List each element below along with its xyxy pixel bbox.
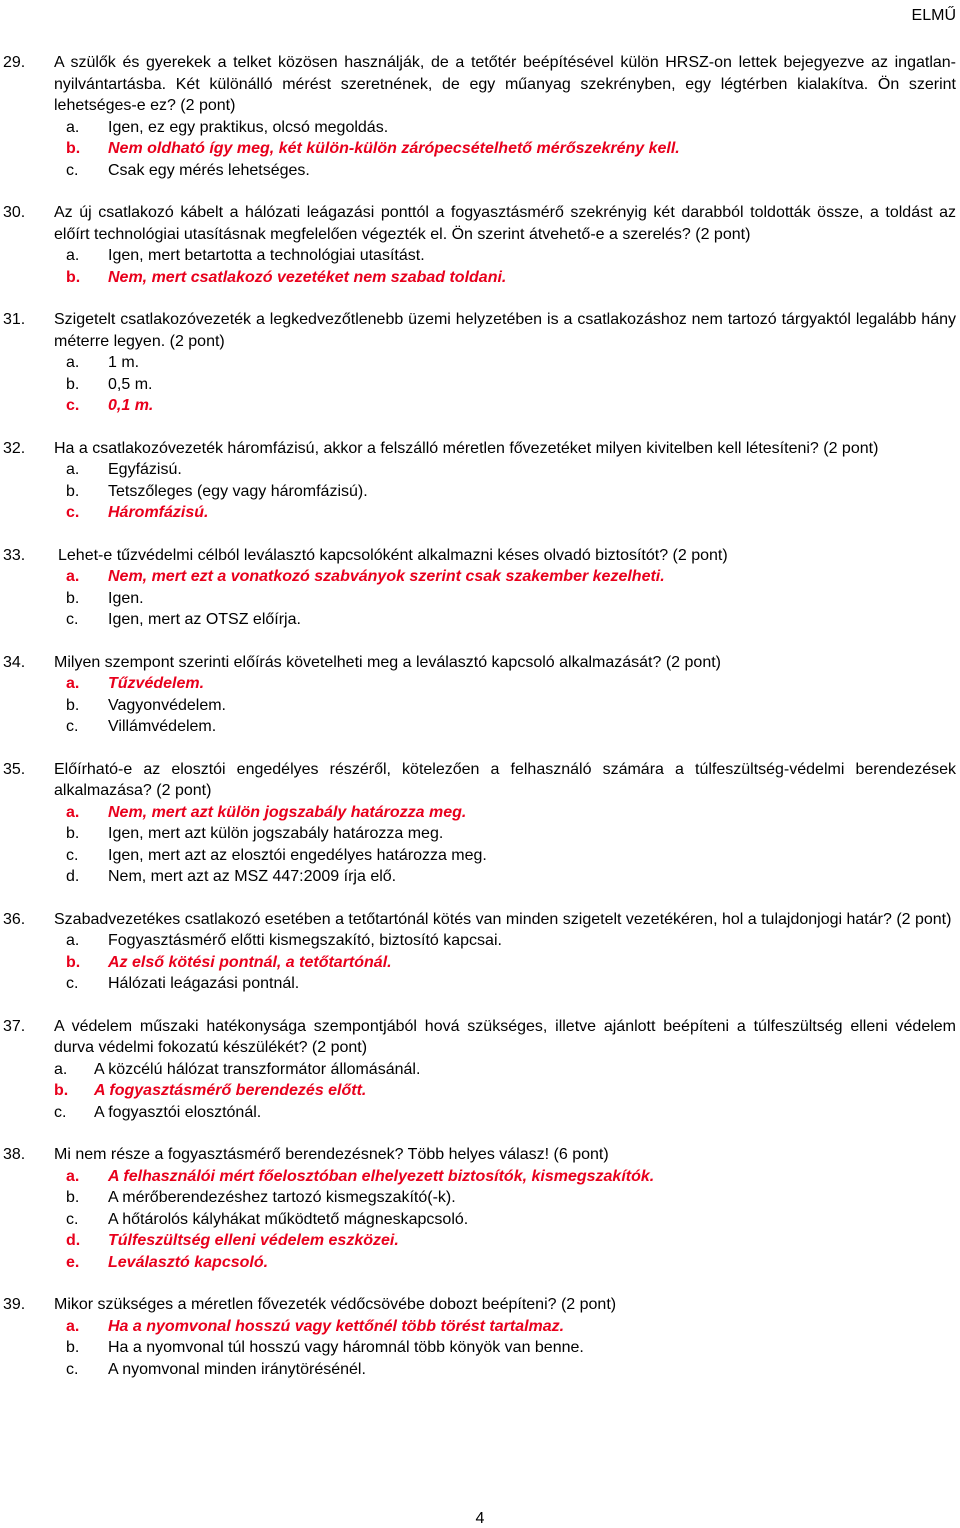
correct-answer-option [66, 502, 960, 524]
option-label: b. [66, 1189, 80, 1206]
option-label: b. [66, 375, 80, 393]
answer-option [54, 1059, 960, 1081]
question-text: Mi nem része a fogyasztásmérő berendezésnek? Több helyes válasz! (6 pont) [54, 1146, 609, 1163]
option-text: Túlfeszültség elleni védelem eszközei. [108, 1232, 399, 1249]
option-text: Leválasztó kapcsoló. [108, 1253, 269, 1271]
answer-option [66, 973, 960, 995]
correct-answer-option [66, 138, 960, 160]
answer-option [66, 866, 960, 888]
correct-answer-option [66, 952, 960, 974]
document-header: ELMŰ [911, 7, 956, 24]
option-text: Igen. [108, 589, 144, 607]
option-label: c. [66, 1210, 79, 1228]
option-label: b. [66, 140, 81, 157]
question-number: 34. [3, 653, 26, 671]
option-text: A nyomvonal minden iránytörésénél. [108, 1360, 366, 1378]
question-text: Az új csatlakozó kábelt a hálózati leágazási ponttól a fogyasztásmérő szekrényig két darabból toldották össze, a toldást az előírt technológiai utasításnak megfelelően végezték el. Ön szerint átvehető-e a szerelés? (2 pont) [54, 204, 956, 243]
question-text: Mikor szükséges a méretlen fővezeték védőcsövébe dobozt beépíteni? (2 pont) [54, 1296, 617, 1313]
answer-option [66, 160, 960, 182]
option-text: Igen, mert az OTSZ előírja. [108, 611, 301, 628]
option-label: a. [54, 1060, 68, 1078]
option-label: b. [54, 1082, 69, 1099]
option-text: A fogyasztásmérő berendezés előtt. [94, 1082, 367, 1099]
option-text: Fogyasztásmérő előtti kismegszakító, biztosító kapcsai. [108, 932, 502, 949]
option-label: b. [66, 482, 80, 500]
question-list [0, 52, 960, 1401]
answer-option [66, 609, 960, 631]
option-text: Az első kötési pontnál, a tetőtartónál. [108, 953, 392, 971]
question-text: Előírható-e az elosztói engedélyes részéről, kötelezően a felhasználó számára a túlfeszültség-védelmi berendezések alkalmazása? (2 pont) [54, 760, 956, 799]
answer-option [54, 1102, 960, 1124]
option-text: Nem oldható így meg, két külön-külön zárópecsételhető mérőszekrény kell. [108, 140, 680, 157]
answer-option [66, 1337, 960, 1359]
answer-option [66, 352, 960, 374]
option-text: A hőtárolós kályhákat működtető mágneskapcsoló. [108, 1210, 469, 1228]
option-label: a. [66, 568, 80, 585]
option-label: b. [66, 1339, 80, 1356]
question-36 [0, 909, 960, 995]
correct-answer-option [66, 1166, 960, 1188]
answer-option [66, 823, 960, 845]
option-text: Igen, mert azt az elosztói engedélyes határozza meg. [108, 846, 487, 864]
answer-option [66, 716, 960, 738]
answer-option [66, 374, 960, 396]
option-label: a. [66, 932, 80, 949]
answer-option [66, 117, 960, 139]
question-32 [0, 438, 960, 524]
question-number: 32. [3, 439, 26, 457]
question-number: 38. [3, 1146, 26, 1163]
question-text: Lehet-e tűzvédelmi célból leválasztó kapcsolóként alkalmazni késes olvadó biztosítót? (2 pont) [58, 546, 728, 564]
option-label: c. [66, 504, 80, 521]
option-label: c. [66, 846, 79, 864]
correct-answer-option [66, 1316, 960, 1338]
option-text: Igen, mert betartotta a technológiai utasítást. [108, 247, 425, 264]
option-text: 0,5 m. [108, 375, 153, 393]
question-number: 29. [3, 54, 26, 71]
question-text: A szülők és gyerekek a telket közösen használják, de a tetőtér beépítésével külön HRSZ-on lettek bejegyezve az ingatlan-nyilvántartásba. Két különálló mérést szeretnének, de egy műanyag szekrényben, egy légtérben kialakítva. Ön szerint lehetséges-e ez? (2 pont) [54, 54, 956, 114]
question-text: Szigetelt csatlakozóvezeték a legkedvezőtlenebb üzemi helyzetében is a csatlakozáshoz nem tartozó tárgyaktól legalább hány méterre legyen. (2 pont) [54, 311, 956, 350]
correct-answer-option [54, 1080, 960, 1102]
answer-option [66, 930, 960, 952]
question-text: Milyen szempont szerinti előírás követelheti meg a leválasztó kapcsoló alkalmazását? (2 pont) [54, 653, 721, 671]
option-label: c. [66, 975, 79, 992]
question-39 [0, 1294, 960, 1380]
question-number: 31. [3, 311, 26, 328]
option-text: A fogyasztói elosztónál. [94, 1103, 262, 1121]
question-34 [0, 652, 960, 738]
question-number: 35. [3, 760, 26, 778]
correct-answer-option [66, 802, 960, 824]
option-text: Igen, mert azt külön jogszabály határozza meg. [108, 825, 444, 842]
answer-option [66, 1187, 960, 1209]
page-number: 4 [475, 1510, 485, 1527]
option-label: b. [66, 268, 81, 286]
answer-option [66, 588, 960, 610]
question-number: 39. [3, 1296, 26, 1313]
option-text: A mérőberendezéshez tartozó kismegszakító(-k). [108, 1189, 456, 1206]
option-label: b. [66, 696, 80, 714]
option-text: Csak egy mérés lehetséges. [108, 161, 310, 179]
option-text: Hálózati leágazási pontnál. [108, 975, 300, 992]
answer-option [66, 1209, 960, 1231]
question-number: 37. [3, 1017, 26, 1035]
question-31 [0, 309, 960, 417]
option-text: Nem, mert csatlakozó vezetéket nem szabad toldani. [108, 268, 507, 286]
option-label: e. [66, 1253, 80, 1271]
option-label: a. [66, 118, 80, 136]
option-text: Vagyonvédelem. [108, 696, 226, 714]
option-label: d. [66, 1232, 81, 1249]
correct-answer-option [66, 267, 960, 289]
option-text: Villámvédelem. [108, 718, 217, 735]
option-text: Nem, mert ezt a vonatkozó szabványok szerint csak szakember kezelheti. [108, 568, 665, 585]
option-text: Háromfázisú. [108, 504, 209, 521]
option-label: a. [66, 1317, 80, 1335]
option-text: Ha a nyomvonal hosszú vagy kettőnél több törést tartalmaz. [108, 1317, 565, 1335]
correct-answer-option [66, 395, 960, 417]
option-text: Ha a nyomvonal túl hosszú vagy háromnál több könyök van benne. [108, 1339, 584, 1356]
answer-option [66, 695, 960, 717]
option-label: c. [66, 718, 79, 735]
question-number: 33. [3, 546, 26, 564]
answer-option [66, 1359, 960, 1381]
option-text: Egyfázisú. [108, 461, 182, 478]
option-text: Tűzvédelem. [108, 675, 205, 692]
question-number: 30. [3, 204, 26, 221]
option-label: b. [66, 589, 80, 607]
question-number: 36. [3, 910, 26, 928]
option-label: a. [66, 247, 80, 264]
question-text: Szabadvezetékes csatlakozó esetében a tetőtartónál kötés van minden szigetelt vezetékéren, hol a tulajdonjogi határ? (2 pont) [54, 910, 952, 928]
answer-option [66, 481, 960, 503]
option-label: c. [66, 397, 80, 414]
answer-option [66, 845, 960, 867]
question-38 [0, 1144, 960, 1273]
option-label: a. [66, 461, 80, 478]
answer-option [66, 245, 960, 267]
option-label: c. [66, 1360, 79, 1378]
question-text: A védelem műszaki hatékonysága szempontjából hová szükséges, illetve ajánlott beépíteni a túlfeszültség elleni védelem durva védelmi fokozatú készülékét? (2 pont) [54, 1017, 956, 1056]
option-label: a. [66, 1167, 80, 1185]
option-label: c. [66, 611, 79, 628]
option-label: a. [66, 675, 80, 692]
question-33 [0, 545, 960, 631]
question-29 [0, 52, 960, 181]
option-label: a. [66, 803, 80, 821]
option-text: 0,1 m. [108, 397, 154, 414]
option-text: 1 m. [108, 354, 140, 371]
correct-answer-option [66, 673, 960, 695]
question-35 [0, 759, 960, 888]
correct-answer-option [66, 566, 960, 588]
question-30 [0, 202, 960, 288]
question-37 [0, 1016, 960, 1124]
correct-answer-option [66, 1252, 960, 1274]
option-label: c. [66, 161, 79, 179]
option-text: Nem, mert azt az MSZ 447:2009 írja elő. [108, 868, 397, 885]
option-label: c. [54, 1103, 67, 1121]
option-text: Nem, mert azt külön jogszabály határozza meg. [108, 803, 467, 821]
answer-option [66, 459, 960, 481]
correct-answer-option [66, 1230, 960, 1252]
option-label: b. [66, 953, 81, 971]
option-label: a. [66, 354, 80, 371]
option-text: Tetszőleges (egy vagy háromfázisú). [108, 482, 368, 500]
option-text: A közcélú hálózat transzformátor állomásánál. [94, 1060, 421, 1078]
option-text: Igen, ez egy praktikus, olcsó megoldás. [108, 118, 389, 136]
option-label: b. [66, 825, 80, 842]
option-label: d. [66, 868, 80, 885]
question-text: Ha a csatlakozóvezeték háromfázisú, akkor a felszálló méretlen fővezetéket milyen kivitelben kell létesíteni? (2 pont) [54, 439, 879, 457]
option-text: A felhasználói mért főelosztóban elhelyezett biztosítók, kismegszakítók. [108, 1167, 655, 1185]
